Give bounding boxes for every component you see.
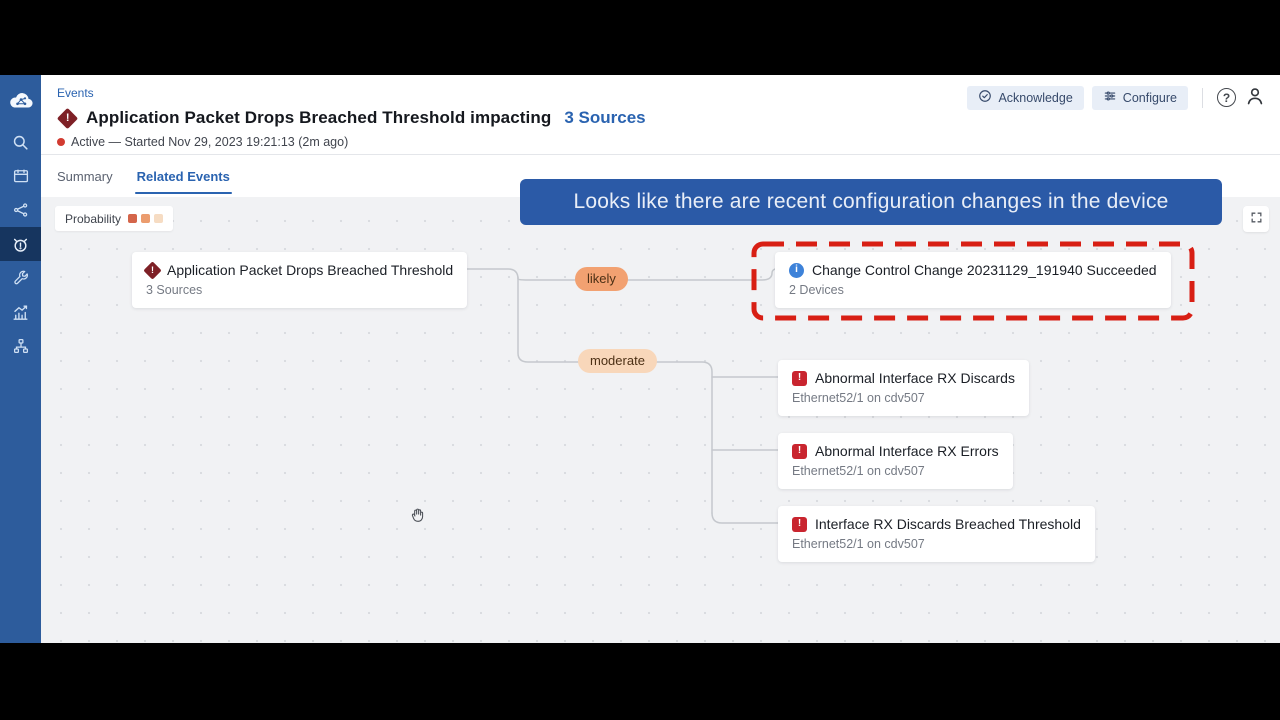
letterbox-top xyxy=(0,0,1280,75)
app-window xyxy=(0,75,1280,643)
node-title: Application Packet Drops Breached Threshold xyxy=(167,262,454,278)
graph-node-rx-errors[interactable] xyxy=(778,433,1013,489)
annotation-banner: Looks like there are recent configuration changes in the device xyxy=(520,179,1222,225)
sidebar-item-provisioning[interactable] xyxy=(0,261,41,295)
question-icon: ? xyxy=(1222,90,1231,105)
sliders-icon xyxy=(1103,89,1117,106)
probability-label: Probability xyxy=(65,211,122,226)
check-circle-icon xyxy=(978,89,992,106)
node-subtitle: Ethernet52/1 on cdv507 xyxy=(792,391,925,405)
events-alarm-icon xyxy=(11,235,30,254)
sidebar-item-metrics[interactable] xyxy=(0,295,41,329)
status-text: Active — Started Nov 29, 2023 19:21:13 (2m ago) xyxy=(71,135,349,149)
tab-related-events[interactable]: Related Events xyxy=(137,156,230,197)
breadcrumb[interactable]: Events xyxy=(57,86,94,100)
node-subtitle: 3 Sources xyxy=(146,283,203,297)
fullscreen-button[interactable] xyxy=(1243,206,1269,232)
node-subtitle: Ethernet52/1 on cdv507 xyxy=(792,537,925,551)
error-severity-icon: ! xyxy=(792,371,807,386)
related-events-canvas[interactable] xyxy=(41,197,1280,643)
node-subtitle: Ethernet52/1 on cdv507 xyxy=(792,464,925,478)
search-icon xyxy=(11,133,30,152)
hand-cursor-icon xyxy=(409,507,426,529)
error-severity-icon: ! xyxy=(792,517,807,532)
acknowledge-button[interactable]: Acknowledge xyxy=(967,86,1083,110)
event-header xyxy=(41,75,1280,155)
graph-node-root[interactable] xyxy=(132,252,467,308)
sidebar-item-search[interactable] xyxy=(0,125,41,159)
edge-label-likely: likely xyxy=(575,267,628,291)
node-title: Change Control Change 20231129_191940 Succeeded xyxy=(812,262,1157,278)
main-content xyxy=(41,75,1280,643)
probability-high-swatch xyxy=(128,214,137,223)
graph-node-rx-discards-threshold[interactable] xyxy=(778,506,1095,562)
fullscreen-expand-icon xyxy=(1250,211,1263,227)
sidebar-item-network-hierarchy[interactable] xyxy=(0,329,41,363)
critical-severity-icon: ! xyxy=(143,261,161,279)
critical-severity-icon: ! xyxy=(57,107,78,128)
letterbox-bottom xyxy=(0,643,1280,720)
logo-cloud-icon xyxy=(8,90,34,112)
help-button[interactable] xyxy=(1217,88,1236,107)
event-status xyxy=(57,135,348,149)
node-title: Abnormal Interface RX Discards xyxy=(815,370,1015,386)
user-menu-button[interactable] xyxy=(1244,85,1266,110)
sources-link[interactable]: 3 Sources xyxy=(564,108,646,127)
user-icon xyxy=(1244,85,1266,110)
sidebar-item-topology[interactable] xyxy=(0,193,41,227)
topology-share-icon xyxy=(12,201,30,219)
sidebar-nav xyxy=(0,75,41,643)
sidebar-item-dashboards[interactable] xyxy=(0,159,41,193)
node-title: Interface RX Discards Breached Threshold xyxy=(815,516,1081,532)
info-severity-icon: i xyxy=(789,263,804,278)
graph-node-change-control[interactable] xyxy=(775,252,1171,308)
error-severity-icon: ! xyxy=(792,444,807,459)
sidebar-item-logo[interactable] xyxy=(0,79,41,123)
probability-low-swatch xyxy=(154,214,163,223)
toolbar-divider xyxy=(1202,88,1203,108)
page-title: Application Packet Drops Breached Threshold impacting xyxy=(86,108,552,127)
probability-legend xyxy=(55,206,173,231)
edge-label-moderate: moderate xyxy=(578,349,657,373)
sidebar-item-events[interactable] xyxy=(0,227,41,261)
probability-medium-swatch xyxy=(141,214,150,223)
active-status-dot xyxy=(57,138,65,146)
node-title: Abnormal Interface RX Errors xyxy=(815,443,999,459)
node-subtitle: 2 Devices xyxy=(789,283,844,297)
calendar-icon xyxy=(12,167,30,185)
metrics-chart-icon xyxy=(11,303,30,322)
network-hierarchy-icon xyxy=(12,337,30,355)
graph-node-rx-discards[interactable] xyxy=(778,360,1029,416)
configure-button[interactable]: Configure xyxy=(1092,86,1188,110)
tab-summary[interactable]: Summary xyxy=(57,169,113,184)
wrench-icon xyxy=(12,269,30,287)
